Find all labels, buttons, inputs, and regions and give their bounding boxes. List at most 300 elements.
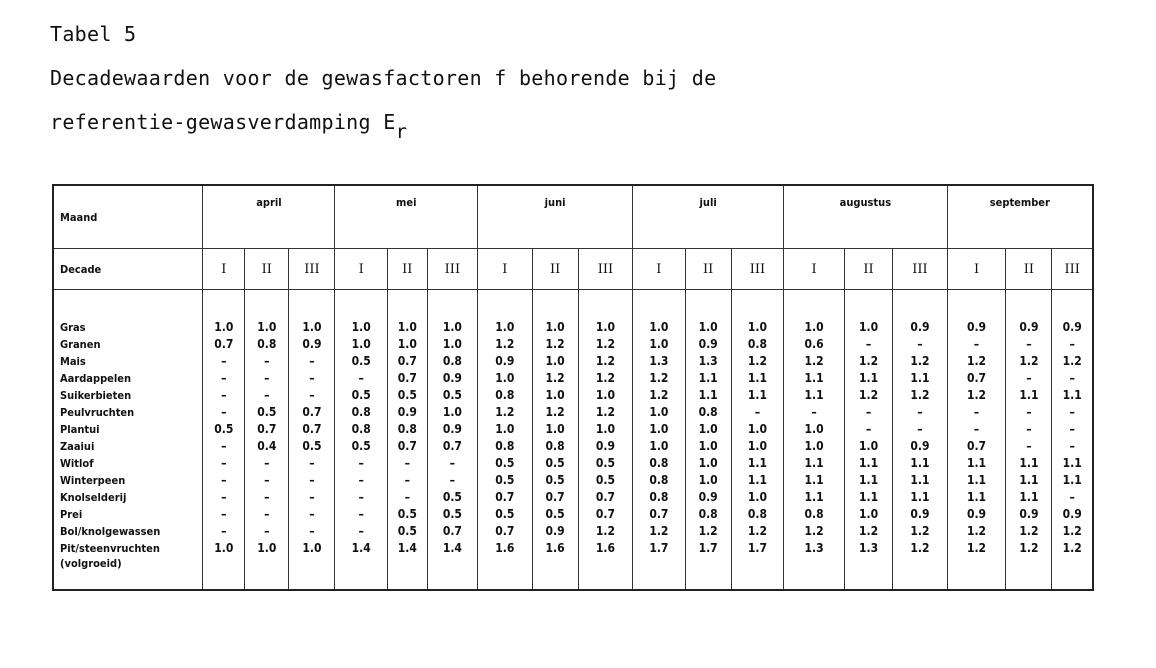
factor-cell: 0.8 [633,473,685,490]
factor-cell: 1.0 [578,422,633,439]
factor-cell: 1.0 [245,541,289,590]
factor-cell: 0.8 [335,405,387,422]
decade-header-augustus-III: III [893,249,948,290]
factor-cell: 0.7 [387,371,427,388]
factor-cell: 1.0 [387,337,427,354]
table-row [53,337,1093,354]
factor-cell: 1.2 [1006,354,1052,371]
table-caption-line1: Decadewaarden voor de gewasfactoren f behorende bij de [50,66,717,90]
factor-cell: – [289,507,335,524]
factor-cell: 1.2 [893,524,948,541]
table-row [53,524,1093,541]
factor-cell: 1.0 [685,320,731,337]
factor-cell: 1.1 [731,371,783,388]
decade-header-augustus-I: I [784,249,845,290]
factor-cell: 0.7 [947,439,1006,456]
factor-cell: 1.1 [1006,473,1052,490]
factor-cell: 1.0 [427,320,477,337]
factor-cell: 0.7 [532,490,578,507]
crop-name: Bol/knolgewassen [60,525,161,538]
factor-cell: 0.5 [203,422,245,439]
table-row [53,456,1093,473]
factor-cell: 1.1 [893,490,948,507]
crop-name: Knolselderij [60,491,127,504]
factor-cell: 1.1 [784,388,845,405]
table-row [53,439,1093,456]
factor-cell: – [947,337,1006,354]
factor-cell: 1.0 [633,337,685,354]
factor-cell: 1.0 [844,439,892,456]
factor-cell: 1.0 [685,456,731,473]
factor-cell: 1.1 [784,456,845,473]
factor-cell: 1.0 [387,320,427,337]
crop-name-cell [53,456,203,473]
factor-cell: – [203,371,245,388]
factor-cell: 0.5 [578,473,633,490]
crop-name: Gras [60,321,86,334]
decade-header-juni-I: I [478,249,533,290]
factor-cell: 1.0 [685,473,731,490]
factor-cell: 0.8 [731,337,783,354]
factor-cell: 1.1 [893,456,948,473]
factor-cell: 0.7 [478,524,533,541]
factor-cell: 1.2 [1052,541,1093,590]
crop-name-cell [53,320,203,337]
month-header-juni: juni [478,185,633,249]
factor-cell: 1.2 [947,541,1006,590]
table-body [53,290,1093,591]
factor-cell: 0.9 [1006,320,1052,337]
crop-name-cell [53,524,203,541]
factor-cell: 0.8 [685,405,731,422]
factor-cell: – [1052,371,1093,388]
crop-name-cell [53,541,203,590]
factor-cell: – [289,490,335,507]
factor-cell: 0.8 [478,388,533,405]
factor-cell: 0.5 [532,456,578,473]
month-header-row [53,185,1093,249]
factor-cell: 0.7 [478,490,533,507]
factor-cell: 1.1 [731,388,783,405]
crop-name-cell [53,439,203,456]
table-row [53,388,1093,405]
factor-cell: 0.9 [893,320,948,337]
factor-cell: – [947,405,1006,422]
factor-cell: – [1052,405,1093,422]
factor-cell: 0.8 [731,507,783,524]
factor-cell: 0.9 [1006,507,1052,524]
factor-cell: – [1006,439,1052,456]
factor-cell: 1.0 [335,320,387,337]
factor-cell: – [203,524,245,541]
caption-subscript: r [395,121,408,143]
month-header-augustus: augustus [784,185,948,249]
factor-cell: 1.4 [335,541,387,590]
factor-cell: 1.0 [633,320,685,337]
table-row [53,473,1093,490]
factor-cell: 0.8 [633,490,685,507]
factor-cell: 1.0 [203,541,245,590]
factor-cell: 1.3 [633,354,685,371]
factor-cell: 1.1 [685,388,731,405]
factor-cell: 1.2 [633,524,685,541]
crop-name: Aardappelen [60,372,132,385]
factor-cell: 1.2 [784,524,845,541]
factor-cell: – [387,490,427,507]
factor-cell: 1.2 [893,354,948,371]
factor-cell: – [289,388,335,405]
factor-cell: 1.2 [478,337,533,354]
factor-cell: 1.1 [1006,388,1052,405]
factor-cell: 1.1 [784,490,845,507]
crop-name: Mais [60,355,86,368]
factor-cell: 0.9 [947,507,1006,524]
crop-name-cell [53,507,203,524]
factor-cell: 0.7 [427,439,477,456]
decade-header-juni-III: III [578,249,633,290]
factor-cell: 1.2 [731,354,783,371]
factor-cell: – [289,354,335,371]
factor-cell: 0.8 [335,422,387,439]
factor-cell: 0.9 [1052,320,1093,337]
factor-cell: – [1006,371,1052,388]
crop-name: Prei [60,508,83,521]
factor-cell: – [893,405,948,422]
factor-cell: 1.6 [478,541,533,590]
spacer-row [53,290,1093,321]
factor-cell: 0.5 [335,354,387,371]
decade-header-september-II: II [1006,249,1052,290]
crop-name-cell [53,473,203,490]
factor-cell: 1.1 [784,473,845,490]
factor-cell: 1.2 [893,541,948,590]
caption-line2-text: referentie-gewasverdamping E [50,110,396,134]
factor-cell: 1.4 [387,541,427,590]
factor-cell: 0.5 [478,507,533,524]
factor-cell: 1.2 [947,524,1006,541]
factor-cell: – [335,507,387,524]
factor-cell: 0.9 [532,524,578,541]
factor-cell: 1.0 [203,320,245,337]
factor-cell: 0.9 [1052,507,1093,524]
factor-cell: 1.0 [784,320,845,337]
crop-name-line2: (volgroeid) [60,557,122,570]
factor-cell: 1.0 [685,439,731,456]
factor-cell: 0.9 [685,490,731,507]
factor-cell: 1.4 [427,541,477,590]
factor-cell: 0.7 [578,490,633,507]
crop-name-cell [53,422,203,439]
factor-cell: – [245,388,289,405]
factor-cell: 0.7 [289,405,335,422]
factor-cell: 1.1 [1052,388,1093,405]
factor-cell: 1.0 [532,320,578,337]
factor-cell: 1.1 [1006,456,1052,473]
factor-cell: 1.1 [947,456,1006,473]
factor-cell: 1.0 [478,320,533,337]
factor-cell: – [289,371,335,388]
factor-cell: 1.0 [478,371,533,388]
factor-cell: 1.0 [427,337,477,354]
factor-cell: – [387,456,427,473]
factor-cell: – [245,524,289,541]
factor-cell: 1.1 [844,490,892,507]
decade-header-juni-II: II [532,249,578,290]
factor-cell: 0.9 [893,507,948,524]
factor-cell: 1.1 [893,473,948,490]
factor-cell: 1.7 [685,541,731,590]
factor-cell: 1.0 [731,422,783,439]
factor-cell: 1.0 [731,320,783,337]
factor-cell: 0.7 [245,422,289,439]
factor-cell: – [245,507,289,524]
factor-cell: 1.2 [844,524,892,541]
factor-cell: 1.0 [427,405,477,422]
factor-cell: 1.1 [1052,473,1093,490]
crop-name-cell [53,371,203,388]
factor-cell: 1.0 [578,320,633,337]
factor-cell: 1.2 [578,405,633,422]
decade-header-row [53,249,1093,290]
factor-cell: 1.1 [784,371,845,388]
factor-cell: 1.2 [578,337,633,354]
factor-cell: – [947,422,1006,439]
factor-cell: 0.4 [245,439,289,456]
factor-cell: 1.1 [844,473,892,490]
table-number: Tabel 5 [50,22,137,46]
factor-cell: 1.1 [947,490,1006,507]
factor-cell: 0.8 [633,456,685,473]
crop-name-cell [53,354,203,371]
factor-cell: – [289,456,335,473]
decade-header-april-II: II [245,249,289,290]
factor-cell: 0.9 [427,371,477,388]
factor-cell: 1.1 [1052,456,1093,473]
factor-cell: 0.9 [685,337,731,354]
factor-cell: 1.0 [731,439,783,456]
factor-cell: 1.0 [844,507,892,524]
factor-cell: – [335,524,387,541]
factor-cell: – [289,473,335,490]
table-row [53,507,1093,524]
factor-cell: 1.0 [335,337,387,354]
factor-cell: 1.7 [633,541,685,590]
factor-cell: – [335,456,387,473]
factor-cell: 0.9 [289,337,335,354]
factor-cell: – [245,371,289,388]
factor-cell: 0.8 [245,337,289,354]
decade-header-mei-I: I [335,249,387,290]
factor-cell: 1.0 [633,422,685,439]
factor-cell: – [731,405,783,422]
factor-cell: 1.0 [784,439,845,456]
factor-cell: 1.2 [532,337,578,354]
factor-cell: 0.5 [427,388,477,405]
factor-cell: – [844,422,892,439]
factor-cell: 1.2 [685,524,731,541]
factor-cell: – [203,354,245,371]
factor-cell: 0.5 [387,507,427,524]
factor-cell: 0.5 [532,507,578,524]
factor-cell: – [203,405,245,422]
crop-name: Winterpeen [60,474,126,487]
factor-cell: 0.9 [478,354,533,371]
decade-header-april-I: I [203,249,245,290]
decade-header-september-I: I [947,249,1006,290]
factor-cell: – [844,337,892,354]
factor-cell: – [203,388,245,405]
table-row [53,354,1093,371]
factor-cell: 0.5 [245,405,289,422]
factor-cell: 1.2 [1052,524,1093,541]
factor-cell: 0.8 [532,439,578,456]
factor-cell: 0.5 [532,473,578,490]
factor-cell: 1.6 [532,541,578,590]
crop-name: Plantui [60,423,100,436]
decade-header-augustus-II: II [844,249,892,290]
crop-name: Granen [60,338,101,351]
factor-cell: 1.2 [893,388,948,405]
factor-cell: 1.2 [578,354,633,371]
crop-name-cell [53,388,203,405]
factor-cell: – [1006,337,1052,354]
factor-cell: 1.3 [685,354,731,371]
factor-cell: – [203,456,245,473]
crop-factor-table [52,184,1094,591]
factor-cell: – [245,473,289,490]
factor-cell: 1.0 [245,320,289,337]
crop-name: Witlof [60,457,94,470]
factor-cell: 0.9 [893,439,948,456]
factor-cell: 0.7 [387,439,427,456]
factor-cell: 1.2 [731,524,783,541]
factor-cell: – [893,337,948,354]
factor-cell: 1.1 [685,371,731,388]
table-row [53,320,1093,337]
factor-cell: – [784,405,845,422]
factor-cell: 1.2 [784,354,845,371]
factor-cell: – [289,524,335,541]
factor-cell: – [203,439,245,456]
decade-header-mei-III: III [427,249,477,290]
factor-cell: 0.7 [289,422,335,439]
factor-cell: 1.2 [578,371,633,388]
table-row [53,541,1093,590]
factor-cell: 1.0 [532,354,578,371]
factor-cell: 1.0 [532,422,578,439]
decade-header-april-III: III [289,249,335,290]
month-header-september: september [947,185,1093,249]
crop-name-cell [53,405,203,422]
factor-cell: 1.2 [532,405,578,422]
factor-cell: 1.1 [731,473,783,490]
factor-cell: 0.8 [387,422,427,439]
factor-cell: 0.7 [387,354,427,371]
factor-cell: 0.5 [478,473,533,490]
factor-cell: 0.8 [478,439,533,456]
month-header-juli: juli [633,185,784,249]
factor-cell: 0.5 [478,456,533,473]
decade-header-juli-II: II [685,249,731,290]
factor-cell: 0.7 [578,507,633,524]
factor-cell: 1.0 [578,388,633,405]
factor-cell: – [335,490,387,507]
factor-cell: 1.2 [633,388,685,405]
factor-cell: – [335,371,387,388]
factor-cell: 0.9 [578,439,633,456]
table-row [53,490,1093,507]
factor-cell: 1.0 [784,422,845,439]
table-row [53,405,1093,422]
table-caption-line2 [50,110,407,143]
factor-cell: – [245,354,289,371]
factor-cell: 1.2 [844,388,892,405]
factor-cell: 1.0 [478,422,533,439]
factor-cell: 0.8 [427,354,477,371]
factor-cell: 1.2 [947,388,1006,405]
factor-cell: 0.9 [427,422,477,439]
factor-cell: 1.2 [947,354,1006,371]
factor-cell: 0.7 [427,524,477,541]
factor-cell: 1.0 [289,541,335,590]
factor-cell: 0.5 [578,456,633,473]
factor-cell: 0.5 [335,439,387,456]
factor-cell: 0.6 [784,337,845,354]
decade-header-juli-I: I [633,249,685,290]
decade-header-mei-II: II [387,249,427,290]
factor-cell: 1.2 [1006,541,1052,590]
factor-cell: 1.1 [893,371,948,388]
factor-cell: 1.3 [844,541,892,590]
month-header-april: april [203,185,335,249]
factor-cell: – [335,473,387,490]
factor-cell: 0.5 [427,507,477,524]
factor-cell: 1.1 [731,456,783,473]
factor-cell: – [1006,422,1052,439]
factor-cell: 0.5 [335,388,387,405]
factor-cell: 1.0 [685,422,731,439]
factor-cell: 0.5 [387,524,427,541]
factor-cell: 1.1 [1006,490,1052,507]
factor-cell: – [1052,439,1093,456]
factor-cell: 1.0 [289,320,335,337]
factor-cell: – [203,473,245,490]
decade-label: Decade [53,249,203,290]
factor-cell: 0.9 [947,320,1006,337]
factor-cell: 0.5 [427,490,477,507]
crop-name: Peulvruchten [60,406,135,419]
factor-cell: 0.7 [203,337,245,354]
factor-cell: 0.9 [387,405,427,422]
factor-cell: 0.5 [387,388,427,405]
factor-cell: 0.5 [289,439,335,456]
decade-header-juli-III: III [731,249,783,290]
factor-cell: – [245,456,289,473]
table-row [53,422,1093,439]
factor-cell: – [427,456,477,473]
factor-cell: 1.2 [478,405,533,422]
factor-cell: – [427,473,477,490]
crop-name-cell [53,490,203,507]
factor-cell: 1.2 [532,371,578,388]
factor-cell: 1.0 [532,388,578,405]
factor-cell: 1.7 [731,541,783,590]
factor-cell: 1.0 [731,490,783,507]
factor-cell: – [245,490,289,507]
factor-cell: 0.7 [947,371,1006,388]
factor-cell: – [1052,337,1093,354]
table-row [53,371,1093,388]
